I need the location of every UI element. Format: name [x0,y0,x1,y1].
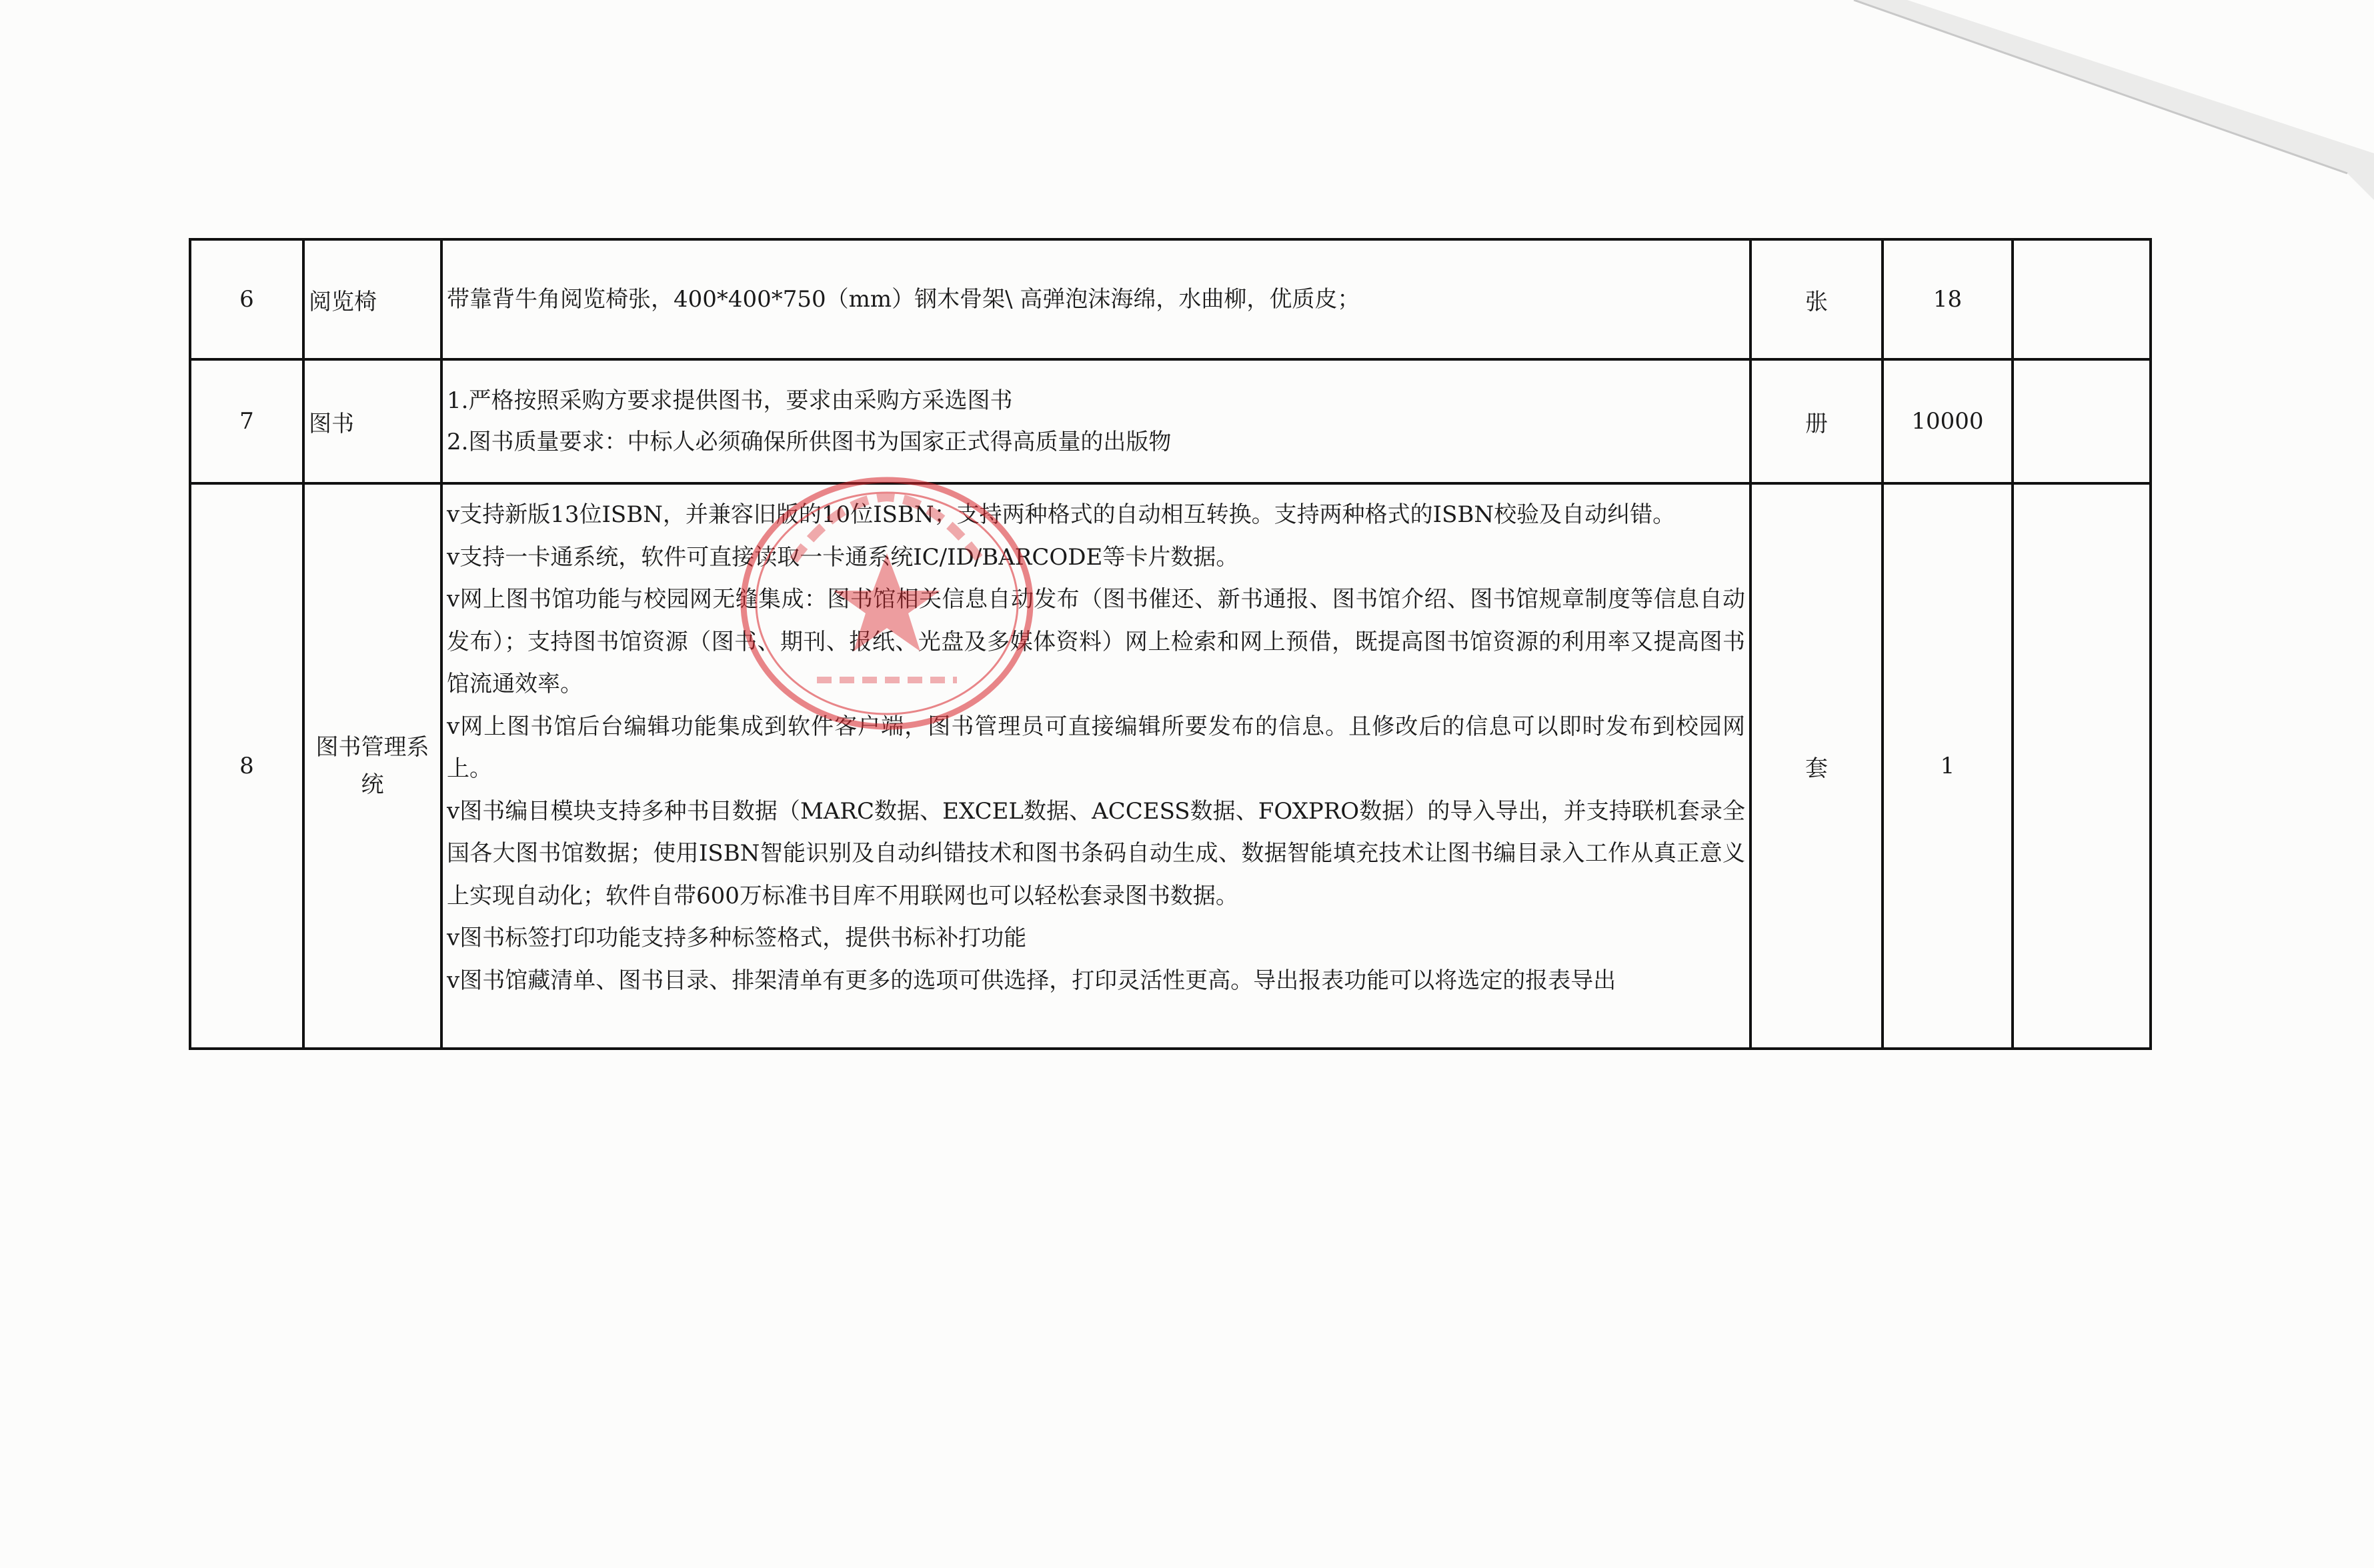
item-description [441,239,1750,359]
item-name: 图书 [303,359,441,483]
item-name: 图书管理系统 [303,483,441,1049]
item-remark [2013,483,2151,1049]
description-line: v支持一卡通系统，软件可直接读取一卡通系统IC/ID/BARCODE等卡片数据。 [447,543,1239,571]
row-number: 7 [190,359,303,483]
item-remark [2013,239,2151,359]
description-line: v图书馆藏清单、图书目录、排架清单有更多的选项可供选择，打印灵活性更高。导出报表功能可以将选定的报表导出 [447,967,1616,994]
description-line: 1.严格按照采购方要求提供图书，要求由采购方采选图书 [447,387,1013,414]
row-number: 6 [190,239,303,359]
item-description [441,483,1750,1049]
item-unit: 套 [1750,483,1883,1049]
item-unit: 册 [1750,359,1883,483]
description-line: v网上图书馆功能与校园网无缝集成：图书馆相关信息自动发布（图书催还、新书通报、图书馆介绍、图书馆规章制度等信息自动发布）；支持图书馆资源（图书、期刊、报纸、光盘及多媒体资料）网上检索和网上预借，既提高图书馆资源的利用率又提高图书馆流通效率。 [447,586,1745,697]
table-row [190,359,2151,483]
description-line: v网上图书馆后台编辑功能集成到软件客户端，图书管理员可直接编辑所要发布的信息。且修改后的信息可以即时发布到校园网上。 [447,713,1745,782]
paper-fold-shadow [1774,0,2374,200]
item-quantity: 10000 [1883,359,2013,483]
item-remark [2013,359,2151,483]
table-row [190,483,2151,1049]
item-quantity: 18 [1883,239,2013,359]
item-quantity: 1 [1883,483,2013,1049]
table-row [190,239,2151,359]
spec-table [189,238,2152,1050]
row-number: 8 [190,483,303,1049]
description-line: v支持新版13位ISBN，并兼容旧版的10位ISBN；支持两种格式的自动相互转换。支持两种格式的ISBN校验及自动纠错。 [447,501,1676,528]
description-line: 2.图书质量要求：中标人必须确保所供图书为国家正式得高质量的出版物 [447,429,1172,455]
item-name: 阅览椅 [303,239,441,359]
item-unit: 张 [1750,239,1883,359]
description-line: v图书标签打印功能支持多种标签格式，提供书标补打功能 [447,925,1027,951]
description-line: v图书编目模块支持多种书目数据（MARC数据、EXCEL数据、ACCESS数据、FOXPRO数据）的导入导出，并支持联机套录全国各大图书馆数据；使用ISBN智能识别及自动纠错技术和图书条码自动生成、数据智能填充技术让图书编目录入工作从真正意义上实现自动化；软件自带600万标准书目库不用联网也可以轻松套录图书数据。 [447,797,1745,909]
item-description [441,359,1750,483]
description-line: 带靠背牛角阅览椅张，400*400*750（mm）钢木骨架\ 高弹泡沫海绵，水曲柳，优质皮； [447,286,1360,313]
